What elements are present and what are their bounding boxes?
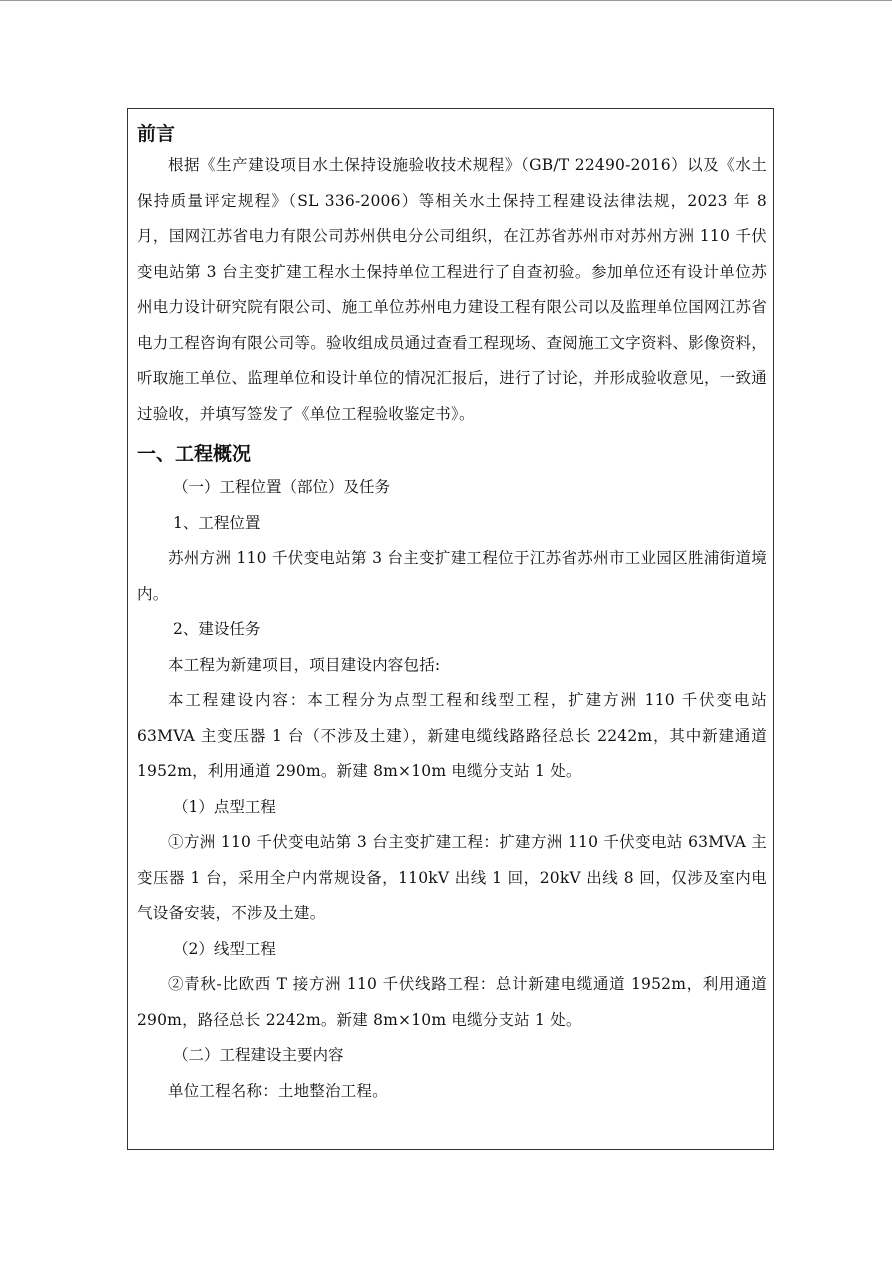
subsection-main-content-heading: （二）工程建设主要内容 [173,1046,344,1064]
item-task-intro: 本工程为新建项目，项目建设内容包括: [168,655,441,674]
item-task-body: 本工程建设内容：本工程分为点型工程和线型工程，扩建方洲 110 千伏变电站 63MVA 主变压器 1 台（不涉及土建），新建电缆线路路径总长 2242m，其中新建通道 1952m，利用通道 290m。新建 8m×10m 电缆分支站 1 处。 [137,691,767,780]
page-top-rule [0,0,892,1]
preface-heading: 前言 [137,123,176,145]
document-content [137,112,767,1109]
line-project-heading: （2）线型工程 [173,939,276,958]
item-location-title: 1、工程位置 [173,513,261,532]
item-location-body: 苏州方洲 110 千伏变电站第 3 台主变扩建工程位于江苏省苏州市工业园区胜浦街道境内。 [137,549,767,603]
point-project-heading: （1）点型工程 [173,797,276,816]
subsection-location-heading: （一）工程位置（部位）及任务 [173,478,391,496]
unit-project-name: 单位工程名称：土地整治工程。 [168,1081,388,1100]
section-overview-heading: 一、工程概况 [137,443,252,465]
preface-paragraph: 根据《生产建设项目水土保持设施验收技术规程》（GB/T 22490-2016）以及《水土保持质量评定规程》（SL 336-2006）等相关水土保持工程建设法律法规，2023 年 8 月，国网江苏省电力有限公司苏州供电分公司组织，在江苏省苏州市对苏州方洲 110 千伏变电站第 3 台主变扩建工程水土保持单位工程进行了自查初验。参加单位还有设计单位苏州电力设计研究院有限公司、施工单位苏州电力建设工程有限公司以及监理单位国网江苏省电力工程咨询有限公司等。验收组成员通过查看工程现场、查阅施工文字资料、影像资料，听取施工单位、监理单位和设计单位的情况汇报后，进行了讨论，并形成验收意见，一致通过验收，并填写签发了《单位工程验收鉴定书》。 [137,156,767,423]
line-project-body: ②青秋-比欧西 T 接方洲 110 千伏线路工程：总计新建电缆通道 1952m，利用通道 290m，路径总长 2242m。新建 8m×10m 电缆分支站 1 处。 [137,975,767,1029]
item-task-title: 2、建设任务 [173,620,261,638]
point-project-body: ①方洲 110 千伏变电站第 3 台主变扩建工程：扩建方洲 110 千伏变电站 63MVA 主变压器 1 台，采用全户内常规设备，110kV 出线 1 回，20kV 出线 8 回，仅涉及室内电气设备安装，不涉及土建。 [137,833,767,922]
